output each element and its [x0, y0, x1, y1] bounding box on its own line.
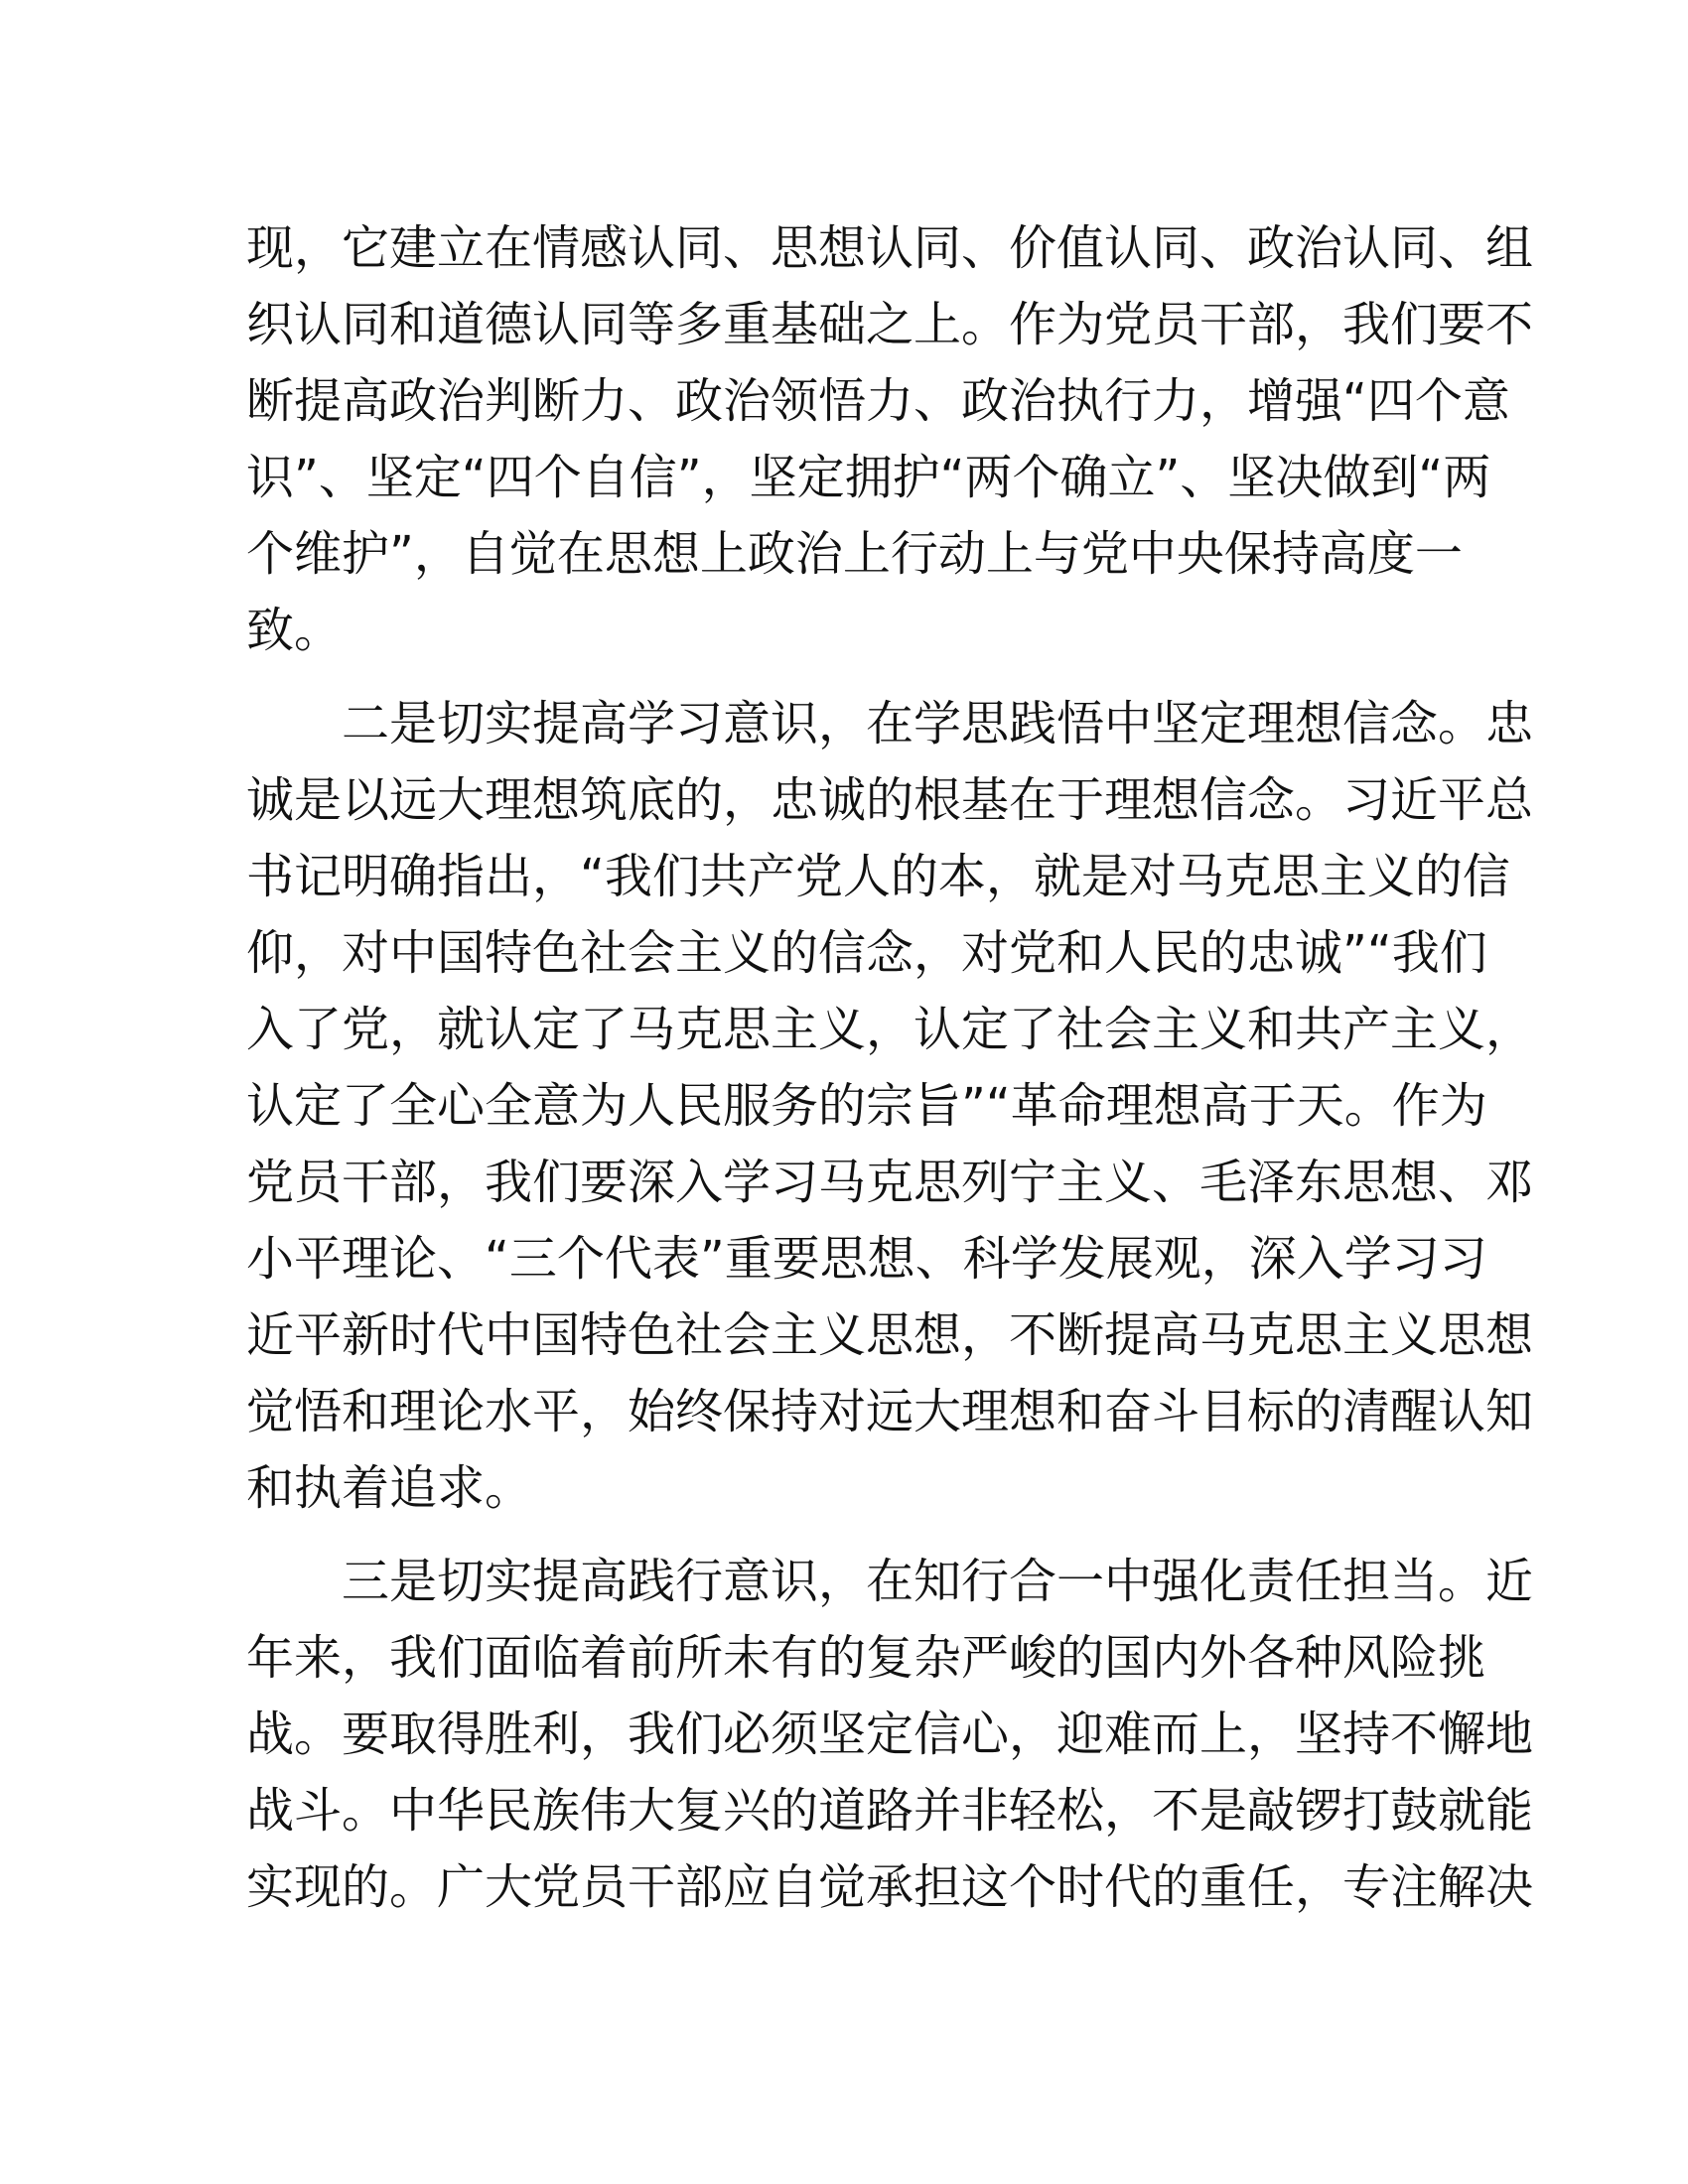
text-line: 战。要取得胜利，我们必须坚定信心，迎难而上，坚持不懈地 — [246, 1706, 1534, 1762]
text-line: 年来，我们面临着前所未有的复杂严峻的国内外各种风险挑 — [246, 1630, 1486, 1686]
text-line: 识”、坚定“四个自信”，坚定拥护“两个确立”、坚决做到“两 — [246, 450, 1491, 505]
text-line: 战斗。中华民族伟大复兴的道路并非轻松，不是敲锣打鼓就能 — [246, 1783, 1534, 1839]
paragraph-1 — [246, 210, 1534, 669]
text-line: 三是切实提高践行意识，在知行合一中强化责任担当。近 — [246, 1554, 1534, 1609]
text-line: 觉悟和理论水平，始终保持对远大理想和奋斗目标的清醒认知 — [246, 1384, 1534, 1439]
text-line: 二是切实提高学习意识，在学思践悟中坚定理想信念。忠 — [246, 696, 1534, 751]
body-text — [246, 210, 1534, 1926]
text-line: 诚是以远大理想筑底的，忠诚的根基在于理想信念。习近平总 — [246, 772, 1534, 828]
paragraph-2 — [246, 686, 1534, 1527]
text-line: 断提高政治判断力、政治领悟力、政治执行力，增强“四个意 — [246, 373, 1510, 429]
text-line: 入了党，就认定了马克思主义，认定了社会主义和共产主义， — [246, 1002, 1534, 1057]
text-line: 织认同和道德认同等多重基础之上。作为党员干部，我们要不 — [246, 297, 1534, 352]
text-line: 和执着追求。 — [246, 1460, 533, 1516]
text-line: 小平理论、“三个代表”重要思想、科学发展观，深入学习习 — [246, 1231, 1487, 1287]
text-line: 近平新时代中国特色社会主义思想，不断提高马克思主义思想 — [246, 1307, 1534, 1363]
text-line: 致。 — [246, 603, 343, 658]
text-line: 党员干部，我们要深入学习马克思列宁主义、毛泽东思想、邓 — [246, 1155, 1534, 1210]
text-line: 书记明确指出，“我们共产党人的本，就是对马克思主义的信 — [246, 849, 1510, 904]
text-line: 仰，对中国特色社会主义的信念，对党和人民的忠诚”“我们 — [246, 925, 1487, 981]
text-line: 认定了全心全意为人民服务的宗旨”“革命理想高于天。作为 — [246, 1078, 1487, 1134]
text-line: 实现的。广大党员干部应自觉承担这个时代的重任，专注解决 — [246, 1859, 1534, 1915]
paragraph-3 — [246, 1544, 1534, 1926]
text-line: 现，它建立在情感认同、思想认同、价值认同、政治认同、组 — [246, 220, 1534, 276]
text-line: 个维护”，自觉在思想上政治上行动上与党中央保持高度一 — [246, 526, 1463, 582]
